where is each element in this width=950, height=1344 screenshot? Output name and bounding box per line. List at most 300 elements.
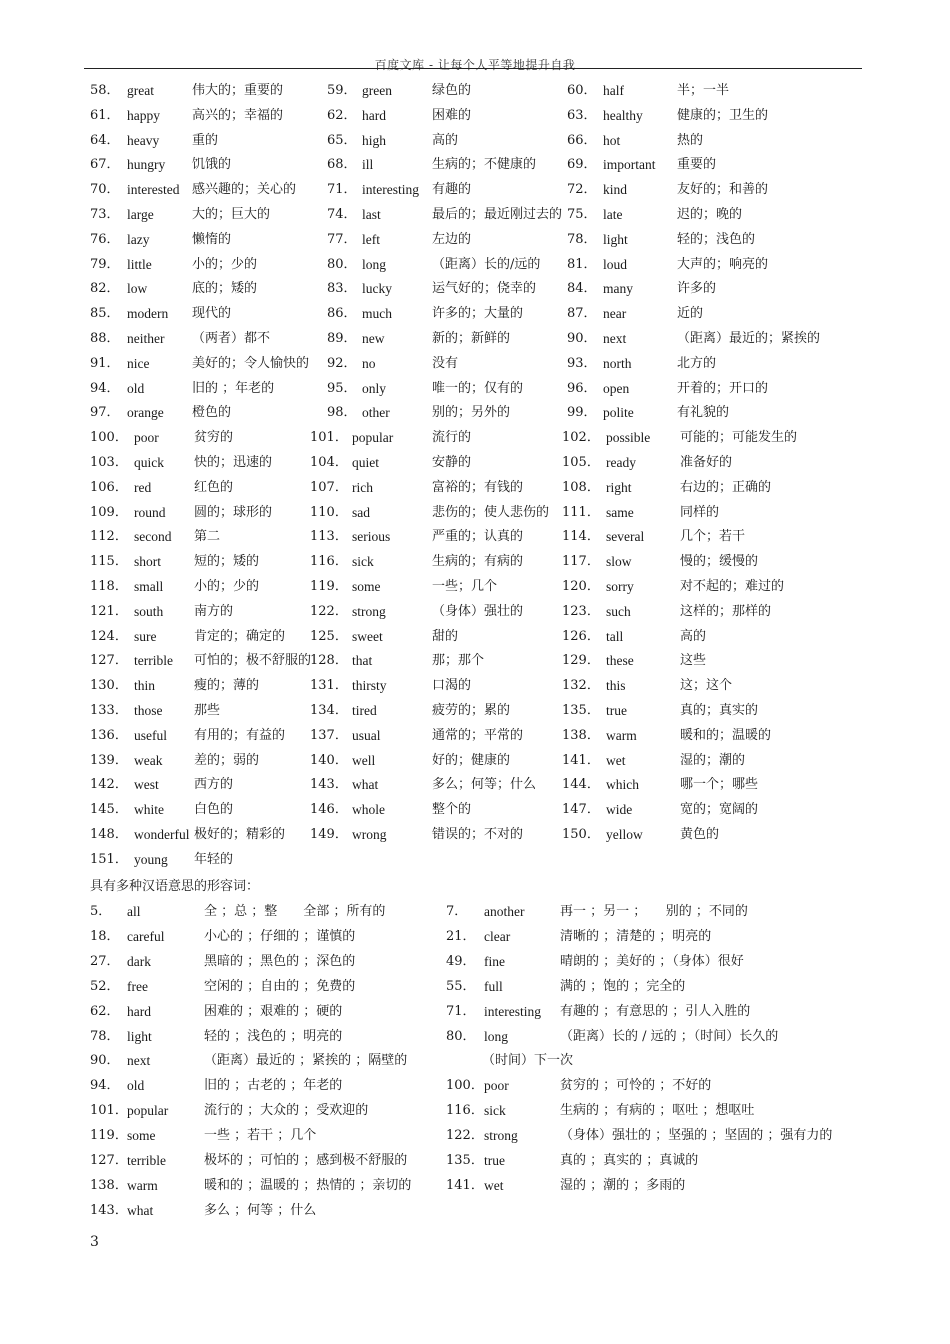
entry-number: 95． xyxy=(327,380,357,396)
entry-meaning: 右边的；正确的 xyxy=(680,479,772,495)
entry-word: what xyxy=(127,1202,154,1218)
entry-meaning: 第二 xyxy=(194,529,221,545)
entry-meaning: 友好的；和善的 xyxy=(677,182,769,198)
entry-word: popular xyxy=(352,430,394,446)
entry-word: round xyxy=(134,504,166,520)
entry-number: 135． xyxy=(562,703,600,718)
entry-word: strong xyxy=(352,603,386,619)
entry-word: orange xyxy=(127,405,164,421)
entry-word: many xyxy=(603,281,633,297)
entry-meaning: 这；这个 xyxy=(680,678,733,694)
multi-meaning-row xyxy=(0,1075,950,1097)
entry-word: sick xyxy=(484,1103,506,1119)
entry-meaning: 晴朗的 ；美好的 ；（身体）很好 xyxy=(560,953,744,969)
entry-number: 119． xyxy=(310,579,348,594)
entry-number: 63． xyxy=(567,107,597,123)
entry-word: left xyxy=(362,231,380,247)
entry-word: sad xyxy=(352,504,370,520)
entry-word: green xyxy=(362,83,392,98)
entry-number: 79． xyxy=(90,256,120,272)
entry-meaning: 绿色的 xyxy=(432,83,472,98)
entry-word: slow xyxy=(606,554,632,570)
entry-word: those xyxy=(134,703,163,718)
entry-meaning: 空闲的 ；自由的 ；免费的 xyxy=(204,978,356,994)
entry-meaning: 安静的 xyxy=(432,455,472,470)
entry-number: 115． xyxy=(90,554,128,570)
entry-meaning: 重的 xyxy=(192,132,219,148)
entry-meaning: 贫穷的 xyxy=(194,430,234,446)
entry-number: 80． xyxy=(446,1028,476,1044)
entry-number: 149． xyxy=(310,827,348,842)
entry-number: 78． xyxy=(567,231,597,247)
entry-number: 73． xyxy=(90,207,120,222)
entry-number: 61． xyxy=(90,107,120,123)
entry-meaning: 那些 xyxy=(194,703,221,718)
entry-word: several xyxy=(606,529,645,545)
entry-word: strong xyxy=(484,1128,518,1144)
entry-meaning: 悲伤的；使人悲伤的 xyxy=(432,504,550,520)
entry-number: 132． xyxy=(562,678,600,694)
entry-word: careful xyxy=(127,928,165,944)
entry-meaning: 高的 xyxy=(680,628,707,644)
entry-word: nice xyxy=(127,355,150,371)
entry-meaning: 生病的 ；有病的 ；呕吐 ；想呕吐 xyxy=(560,1103,755,1119)
entry-number: 119． xyxy=(90,1128,128,1144)
entry-meaning: 红色的 xyxy=(194,479,234,495)
entry-meaning: （身体）强壮的 xyxy=(432,603,524,619)
entry-meaning: 新的；新鲜的 xyxy=(432,331,511,346)
entry-number: 58． xyxy=(90,83,120,98)
entry-meaning: 甜的 xyxy=(432,628,459,644)
entry-meaning: 生病的；不健康的 xyxy=(432,157,537,173)
entry-word: terrible xyxy=(134,653,173,669)
entry-word: serious xyxy=(352,529,391,545)
entry-word: warm xyxy=(606,727,637,743)
entry-number: 52． xyxy=(90,978,120,994)
entry-meaning: 暖和的 ；温暖的 ；热情的 ；亲切的 xyxy=(204,1177,412,1193)
entry-number: 83． xyxy=(327,281,357,297)
multi-meaning-row xyxy=(0,976,950,998)
entry-meaning: （距离）长的 / 远的 ；（时间）长久的 xyxy=(560,1028,779,1044)
entry-meaning: 宽的；宽阔的 xyxy=(680,802,759,818)
entry-number: 122． xyxy=(310,603,348,619)
entry-word: neither xyxy=(127,331,165,346)
entry-word: quiet xyxy=(352,455,379,470)
entry-meaning: 大的；巨大的 xyxy=(192,207,271,222)
entry-meaning: 口渴的 xyxy=(432,678,472,694)
multi-meaning-row xyxy=(0,951,950,973)
entry-word: only xyxy=(362,380,387,396)
entry-meaning: 真的 ；真实的 ；真诚的 xyxy=(560,1153,699,1168)
entry-word: same xyxy=(606,504,634,520)
entry-number: 134． xyxy=(310,703,348,718)
entry-meaning: 极好的；精彩的 xyxy=(194,827,286,842)
entry-word: light xyxy=(603,231,628,247)
entry-number: 141． xyxy=(562,752,600,768)
entry-number: 145． xyxy=(90,802,128,818)
entry-number: 127． xyxy=(90,1153,128,1168)
entry-word: useful xyxy=(134,727,167,743)
entry-meaning: 懒惰的 xyxy=(192,231,232,247)
entry-meaning: 西方的 xyxy=(194,777,234,793)
entry-number: 122． xyxy=(446,1128,484,1144)
entry-word: kind xyxy=(603,182,628,198)
entry-meaning: （身体）强壮的 ；坚强的 ；坚固的 ；强有力的 xyxy=(560,1128,833,1144)
entry-number: 85． xyxy=(90,306,120,322)
entry-meaning: 再一 ；另一 ； 别的 ；不同的 xyxy=(560,904,748,919)
entry-meaning: 困难的 ；艰难的 ；硬的 xyxy=(204,1003,343,1019)
page-number: 3 xyxy=(90,1234,99,1250)
entry-meaning: 一些；几个 xyxy=(432,579,498,594)
entry-meaning: 底的；矮的 xyxy=(192,281,258,297)
entry-word: small xyxy=(134,579,164,594)
entry-meaning: 年轻的 xyxy=(194,851,234,867)
entry-word: next xyxy=(603,331,627,346)
entry-number: 69． xyxy=(567,157,597,173)
entry-meaning: 开着的；开口的 xyxy=(677,380,769,396)
entry-meaning: 富裕的；有钱的 xyxy=(432,479,524,495)
multi-meaning-row xyxy=(0,1175,950,1197)
multi-meaning-row xyxy=(0,1100,950,1122)
entry-word: usual xyxy=(352,727,381,743)
entry-meaning: 对不起的；难过的 xyxy=(680,579,785,594)
entry-number: 27． xyxy=(90,953,120,969)
entry-number: 141． xyxy=(446,1177,484,1193)
entry-word: free xyxy=(127,978,148,994)
entry-meaning: 小心的 ；仔细的 ；谨慎的 xyxy=(204,928,356,944)
entry-word: young xyxy=(134,851,168,867)
entry-number: 62． xyxy=(90,1003,120,1019)
entry-meaning: 流行的 xyxy=(432,430,472,446)
entry-number: 120． xyxy=(562,579,600,594)
entry-word: poor xyxy=(484,1078,509,1094)
entry-word: old xyxy=(127,380,145,396)
entry-meaning: 小的；少的 xyxy=(194,579,260,594)
entry-meaning: 重要的 xyxy=(677,157,717,173)
entry-meaning: 别的；另外的 xyxy=(432,405,511,421)
entry-meaning: 轻的 ；浅色的 ；明亮的 xyxy=(204,1028,343,1044)
entry-number: 127． xyxy=(90,653,128,669)
entry-word: hungry xyxy=(127,157,166,173)
entry-word: white xyxy=(134,802,164,818)
entry-meaning: 有趣的 xyxy=(432,182,472,198)
entry-meaning: 有趣的 ；有意思的 ；引人入胜的 xyxy=(560,1003,751,1019)
entry-meaning: 饥饿的 xyxy=(192,157,232,173)
entry-word: dark xyxy=(127,953,151,969)
entry-word: terrible xyxy=(127,1153,166,1168)
entry-number: 66． xyxy=(567,132,597,148)
entry-number: 88． xyxy=(90,331,120,346)
entry-number: 117． xyxy=(562,554,600,570)
entry-word: all xyxy=(127,904,141,919)
entry-meaning: 大声的；响亮的 xyxy=(677,256,769,272)
multi-meaning-row xyxy=(0,1050,950,1072)
entry-number: 146． xyxy=(310,802,348,818)
entry-word: loud xyxy=(603,256,628,272)
multi-meaning-row xyxy=(0,1125,950,1147)
entry-number: 110． xyxy=(310,504,348,520)
entry-word: lucky xyxy=(362,281,392,297)
entry-word: warm xyxy=(127,1177,158,1193)
entry-number: 55． xyxy=(446,978,476,994)
entry-meaning: （距离）最近的 ；紧挨的 ；隔壁的 xyxy=(204,1053,408,1069)
entry-number: 123． xyxy=(562,603,600,619)
entry-word: which xyxy=(606,777,639,793)
entry-word: true xyxy=(606,703,627,718)
entry-number: 71． xyxy=(327,182,357,198)
entry-meaning: 生病的；有病的 xyxy=(432,554,524,570)
entry-word: wrong xyxy=(352,827,387,842)
entry-word: possible xyxy=(606,430,651,446)
entry-number: 82． xyxy=(90,281,120,297)
entry-word: late xyxy=(603,207,623,222)
entry-number: 116． xyxy=(310,554,348,570)
entry-meaning: 最后的；最近刚过去的 xyxy=(432,207,563,222)
entry-meaning: 小的；少的 xyxy=(192,256,258,272)
entry-word: that xyxy=(352,653,373,669)
entry-word: sorry xyxy=(606,579,634,594)
entry-meaning: 整个的 xyxy=(432,802,472,818)
entry-meaning: 现代的 xyxy=(192,306,232,322)
entry-word: sweet xyxy=(352,628,383,644)
entry-meaning: 北方的 xyxy=(677,355,717,371)
entry-number: 103． xyxy=(90,455,128,470)
entry-number: 108． xyxy=(562,479,600,495)
entry-meaning: 唯一的；仅有的 xyxy=(432,380,524,396)
entry-number: 77． xyxy=(327,231,357,247)
entry-word: wet xyxy=(606,752,626,768)
entry-meaning: 准备好的 xyxy=(680,455,733,470)
entry-word: long xyxy=(362,256,387,272)
entry-number: 106． xyxy=(90,479,128,495)
entry-meaning: 许多的；大量的 xyxy=(432,306,524,322)
entry-number: 114． xyxy=(562,529,600,545)
entry-word: fine xyxy=(484,953,505,969)
entry-meaning: 美好的；令人愉快的 xyxy=(192,355,310,371)
entry-word: second xyxy=(134,529,172,545)
entry-number: 64． xyxy=(90,132,120,148)
entry-number: 131． xyxy=(310,678,348,694)
entry-number: 140． xyxy=(310,752,348,768)
entry-word: heavy xyxy=(127,132,160,148)
entry-word: no xyxy=(362,355,376,371)
entry-number: 135． xyxy=(446,1153,484,1168)
entry-number: 67． xyxy=(90,157,120,173)
entry-word: thirsty xyxy=(352,678,387,694)
entry-word: weak xyxy=(134,752,163,768)
entry-word: ready xyxy=(606,455,636,470)
entry-number: 139． xyxy=(90,752,128,768)
entry-meaning: 黄色的 xyxy=(680,827,720,842)
entry-meaning: 真的；真实的 xyxy=(680,703,759,718)
entry-meaning: 伟大的；重要的 xyxy=(192,83,284,98)
entry-number: 138． xyxy=(562,727,600,743)
entry-number: 86． xyxy=(327,306,357,322)
entry-meaning: （两者）都不 xyxy=(192,331,271,346)
section-title: 具有多种汉语意思的形容词： xyxy=(90,879,260,894)
entry-meaning: 暖和的；温暖的 xyxy=(680,727,772,743)
entry-meaning: 疲劳的；累的 xyxy=(432,703,511,718)
entry-meaning: 湿的 ；潮的 ；多雨的 xyxy=(560,1177,686,1193)
entry-number: 90． xyxy=(90,1053,120,1069)
entry-word: happy xyxy=(127,107,160,123)
entry-number: 102． xyxy=(562,430,600,446)
entry-word: much xyxy=(362,306,392,322)
entry-meaning: 旧的 ；年老的 xyxy=(192,380,275,396)
entry-number: 81． xyxy=(567,256,597,272)
entry-word: short xyxy=(134,554,161,570)
entry-number: 144． xyxy=(562,777,600,793)
entry-word: some xyxy=(352,579,381,594)
entry-meaning: 运气好的；侥幸的 xyxy=(432,281,537,297)
entry-number: 116． xyxy=(446,1103,484,1119)
entry-number: 128． xyxy=(310,653,348,669)
entry-number: 87． xyxy=(567,306,597,322)
entry-number: 89． xyxy=(327,331,357,346)
entry-meaning: 快的；迅速的 xyxy=(194,455,273,470)
entry-meaning: 贫穷的 ；可怜的 ；不好的 xyxy=(560,1078,712,1094)
entry-number: 124． xyxy=(90,628,128,644)
entry-word: interesting xyxy=(362,182,419,198)
entry-number: 113． xyxy=(310,529,348,545)
entry-meaning: （时间）下一次 xyxy=(482,1053,574,1069)
entry-word: great xyxy=(127,83,154,98)
entry-word: new xyxy=(362,331,385,346)
entry-meaning: 慢的；缓慢的 xyxy=(680,554,759,570)
entry-meaning: 错误的；不对的 xyxy=(432,827,524,842)
entry-meaning: 哪一个；哪些 xyxy=(680,777,759,793)
entry-meaning: 严重的；认真的 xyxy=(432,529,524,545)
entry-number: 80． xyxy=(327,256,357,272)
entry-number: 101． xyxy=(90,1103,128,1119)
entry-number: 21． xyxy=(446,928,476,944)
multi-meaning-row xyxy=(0,1200,950,1222)
entry-number: 99． xyxy=(567,405,597,421)
entry-number: 121． xyxy=(90,603,128,619)
entry-number: 137． xyxy=(310,727,348,743)
entry-word: yellow xyxy=(606,827,643,842)
entry-meaning: 健康的；卫生的 xyxy=(677,107,769,123)
entry-number: 147． xyxy=(562,802,600,818)
entry-number: 98． xyxy=(327,405,357,421)
entry-meaning: 同样的 xyxy=(680,504,720,520)
entry-number: 92． xyxy=(327,355,357,371)
entry-number: 65． xyxy=(327,132,357,148)
entry-number: 118． xyxy=(90,579,128,594)
entry-meaning: 迟的；晚的 xyxy=(677,207,743,222)
entry-word: such xyxy=(606,603,631,619)
entry-number: 129． xyxy=(562,653,600,669)
entry-word: wide xyxy=(606,802,633,818)
entry-meaning: 瘦的；薄的 xyxy=(194,678,260,694)
entry-number: 91． xyxy=(90,355,120,371)
entry-meaning: 圆的；球形的 xyxy=(194,504,273,520)
entry-word: sure xyxy=(134,628,157,644)
entry-word: quick xyxy=(134,455,164,470)
entry-number: 5． xyxy=(90,904,112,919)
entry-word: right xyxy=(606,479,632,495)
entry-word: last xyxy=(362,207,381,222)
entry-number: 112． xyxy=(90,529,128,545)
entry-number: 75． xyxy=(567,207,597,222)
entry-word: little xyxy=(127,256,152,272)
entry-word: north xyxy=(603,355,632,371)
entry-number: 104． xyxy=(310,455,348,470)
entry-number: 68． xyxy=(327,157,357,173)
entry-meaning: 南方的 xyxy=(194,603,234,619)
entry-word: other xyxy=(362,405,390,421)
entry-number: 74． xyxy=(327,207,357,222)
entry-word: near xyxy=(603,306,627,322)
entry-meaning: 这样的；那样的 xyxy=(680,603,772,619)
entry-word: open xyxy=(603,380,630,396)
entry-number: 111． xyxy=(562,504,600,520)
entry-number: 138． xyxy=(90,1177,128,1193)
entry-word: poor xyxy=(134,430,159,446)
entry-number: 60． xyxy=(567,83,597,98)
entry-meaning: 多么 ；何等 ；什么 xyxy=(204,1202,317,1218)
entry-meaning: 这些 xyxy=(680,653,707,669)
entry-word: long xyxy=(484,1028,509,1044)
entry-word: light xyxy=(127,1028,152,1044)
entry-word: interesting xyxy=(484,1003,541,1019)
entry-number: 94． xyxy=(90,380,120,396)
entry-meaning: 可怕的；极不舒服的 xyxy=(194,653,312,669)
entry-number: 97． xyxy=(90,405,120,421)
entry-word: wet xyxy=(484,1177,504,1193)
entry-number: 148． xyxy=(90,827,128,842)
entry-meaning: 好的；健康的 xyxy=(432,752,511,768)
entry-number: 90． xyxy=(567,331,597,346)
entry-word: half xyxy=(603,83,624,98)
entry-number: 150． xyxy=(562,827,600,842)
entry-meaning: 几个；若干 xyxy=(680,529,746,545)
entry-word: high xyxy=(362,132,387,148)
entry-word: south xyxy=(134,603,164,619)
multi-meaning-row xyxy=(0,901,950,923)
entry-word: modern xyxy=(127,306,169,322)
page-header-title: 百度文库 - 让每个人平等地提升自我 xyxy=(374,58,576,72)
entry-meaning: 热的 xyxy=(677,132,704,148)
entry-number: 143． xyxy=(310,777,348,793)
entry-number: 130． xyxy=(90,678,128,694)
entry-word: tall xyxy=(606,628,624,644)
entry-meaning: 可能的；可能发生的 xyxy=(680,430,798,446)
entry-word: west xyxy=(134,777,159,793)
entry-number: 143． xyxy=(90,1202,128,1218)
entry-number: 100． xyxy=(90,430,128,446)
entry-number: 101． xyxy=(310,430,348,446)
entry-number: 109． xyxy=(90,504,128,520)
entry-meaning: 差的；弱的 xyxy=(194,752,260,768)
entry-number: 105． xyxy=(562,455,600,470)
entry-number: 125． xyxy=(310,628,348,644)
entry-word: well xyxy=(352,752,376,768)
entry-word: interested xyxy=(127,182,180,198)
entry-word: what xyxy=(352,777,379,793)
entry-word: next xyxy=(127,1053,151,1069)
entry-word: lazy xyxy=(127,231,150,247)
entry-word: sick xyxy=(352,554,374,570)
entry-word: hard xyxy=(127,1003,151,1019)
entry-word: this xyxy=(606,678,626,694)
entry-word: wonderful xyxy=(134,827,190,842)
entry-number: 72． xyxy=(567,182,597,198)
multi-meaning-row xyxy=(0,926,950,948)
entry-meaning: 流行的 ；大众的 ；受欢迎的 xyxy=(204,1103,369,1119)
entry-meaning: 橙色的 xyxy=(192,405,232,421)
entry-meaning: 短的；矮的 xyxy=(194,554,260,570)
